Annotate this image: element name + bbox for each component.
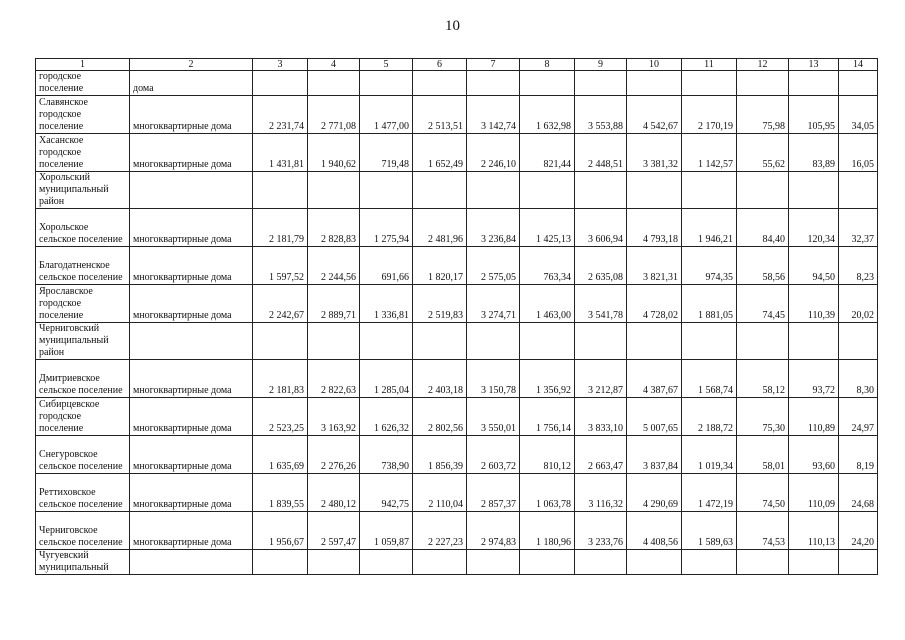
value-cell: 74,53 [737,512,789,550]
table-row [36,550,878,575]
value-cell: 1 839,55 [253,474,308,512]
value-cell: 1 597,52 [253,247,308,285]
value-cell: 1 632,98 [520,96,575,134]
value-cell: 1 142,57 [682,134,737,172]
value-cell: 2 974,83 [467,512,520,550]
value-cell: 3 833,10 [575,398,627,436]
value-cell: 8,23 [839,247,878,285]
value-cell: 1 425,13 [520,209,575,247]
value-cell [308,172,360,209]
value-cell [253,550,308,575]
column-header: 7 [467,59,520,71]
column-header: 3 [253,59,308,71]
value-cell [575,71,627,96]
value-cell: 2 170,19 [682,96,737,134]
value-cell: 2 448,51 [575,134,627,172]
column-header: 4 [308,59,360,71]
value-cell: 2 242,67 [253,285,308,323]
value-cell: 8,30 [839,360,878,398]
value-cell: 1 652,49 [413,134,467,172]
value-cell: 2 519,83 [413,285,467,323]
value-cell: 821,44 [520,134,575,172]
value-cell [253,323,308,360]
value-cell [360,71,413,96]
value-cell [575,172,627,209]
value-cell [737,172,789,209]
value-cell: 2 246,10 [467,134,520,172]
value-cell [575,323,627,360]
table-row [36,172,878,209]
value-cell [627,172,682,209]
value-cell [520,550,575,575]
value-cell: 1 356,92 [520,360,575,398]
value-cell: 974,35 [682,247,737,285]
value-cell: 1 856,39 [413,436,467,474]
settlement-name-cell: Дмитриевское сельское поселение [36,360,130,398]
value-cell: 93,60 [789,436,839,474]
table-row [36,360,878,398]
header-row [36,59,878,71]
value-cell [253,172,308,209]
housing-type-cell: многоквартирные дома [130,96,253,134]
value-cell: 3 553,88 [575,96,627,134]
value-cell [682,550,737,575]
value-cell: 75,98 [737,96,789,134]
value-cell: 55,62 [737,134,789,172]
value-cell: 1 336,81 [360,285,413,323]
value-cell [737,550,789,575]
value-cell [627,550,682,575]
value-cell [520,172,575,209]
value-cell [839,550,878,575]
value-cell: 719,48 [360,134,413,172]
table-row [36,134,878,172]
value-cell: 691,66 [360,247,413,285]
value-cell: 1 477,00 [360,96,413,134]
column-header: 12 [737,59,789,71]
value-cell: 3 837,84 [627,436,682,474]
housing-type-cell: многоквартирные дома [130,474,253,512]
value-cell: 1 881,05 [682,285,737,323]
value-cell [575,550,627,575]
value-cell [308,550,360,575]
value-cell [413,71,467,96]
settlement-name-cell: городское поселение [36,71,130,96]
data-table [35,58,878,575]
value-cell [839,172,878,209]
value-cell: 83,89 [789,134,839,172]
value-cell: 942,75 [360,474,413,512]
value-cell: 1 940,62 [308,134,360,172]
value-cell [682,172,737,209]
value-cell: 3 606,94 [575,209,627,247]
value-cell: 2 822,63 [308,360,360,398]
value-cell: 2 513,51 [413,96,467,134]
value-cell: 1 063,78 [520,474,575,512]
value-cell: 3 381,32 [627,134,682,172]
value-cell: 20,02 [839,285,878,323]
value-cell [839,71,878,96]
value-cell: 24,20 [839,512,878,550]
settlement-name-cell: Ярославское городское поселение [36,285,130,323]
value-cell: 8,19 [839,436,878,474]
table-row [36,209,878,247]
column-header: 6 [413,59,467,71]
settlement-name-cell: Благодатненское сельское поселение [36,247,130,285]
value-cell [520,71,575,96]
table-row [36,247,878,285]
value-cell [467,323,520,360]
value-cell: 1 472,19 [682,474,737,512]
table-row [36,285,878,323]
value-cell: 1 275,94 [360,209,413,247]
value-cell: 1 956,67 [253,512,308,550]
column-header: 1 [36,59,130,71]
housing-type-cell: многоквартирные дома [130,436,253,474]
value-cell [360,323,413,360]
value-cell [467,71,520,96]
value-cell: 2 244,56 [308,247,360,285]
value-cell [467,172,520,209]
value-cell [627,323,682,360]
settlement-name-cell: Сибирцевское городское поселение [36,398,130,436]
value-cell: 1 568,74 [682,360,737,398]
value-cell: 1 019,34 [682,436,737,474]
value-cell: 110,13 [789,512,839,550]
table-row [36,436,878,474]
value-cell [737,71,789,96]
value-cell [789,172,839,209]
column-header: 10 [627,59,682,71]
value-cell: 2 231,74 [253,96,308,134]
value-cell [737,323,789,360]
value-cell: 2 181,83 [253,360,308,398]
value-cell: 110,09 [789,474,839,512]
value-cell: 58,01 [737,436,789,474]
value-cell [627,71,682,96]
value-cell: 110,39 [789,285,839,323]
settlement-name-cell: Чугуевский муниципальный [36,550,130,575]
column-header: 2 [130,59,253,71]
settlement-name-cell: Черниговский муниципальный район [36,323,130,360]
value-cell: 2 227,23 [413,512,467,550]
value-cell: 2 857,37 [467,474,520,512]
value-cell: 1 589,63 [682,512,737,550]
value-cell: 1 059,87 [360,512,413,550]
value-cell: 2 603,72 [467,436,520,474]
column-header: 9 [575,59,627,71]
value-cell: 74,50 [737,474,789,512]
value-cell: 16,05 [839,134,878,172]
value-cell: 94,50 [789,247,839,285]
value-cell: 5 007,65 [627,398,682,436]
value-cell [360,172,413,209]
value-cell: 2 110,04 [413,474,467,512]
housing-type-cell: многоквартирные дома [130,398,253,436]
value-cell: 3 150,78 [467,360,520,398]
housing-type-cell: многоквартирные дома [130,285,253,323]
value-cell: 3 163,92 [308,398,360,436]
table-row [36,323,878,360]
value-cell [839,323,878,360]
housing-type-cell: многоквартирные дома [130,512,253,550]
housing-type-cell: многоквартирные дома [130,360,253,398]
value-cell: 4 290,69 [627,474,682,512]
value-cell: 24,68 [839,474,878,512]
value-cell: 1 756,14 [520,398,575,436]
value-cell [253,71,308,96]
value-cell: 3 550,01 [467,398,520,436]
value-cell [789,71,839,96]
table-row [36,474,878,512]
value-cell: 2 575,05 [467,247,520,285]
table-row [36,398,878,436]
value-cell: 4 542,67 [627,96,682,134]
value-cell: 4 793,18 [627,209,682,247]
settlement-name-cell: Хорольский муниципальный район [36,172,130,209]
value-cell: 3 821,31 [627,247,682,285]
value-cell: 4 728,02 [627,285,682,323]
settlement-name-cell: Хорольское сельское поселение [36,209,130,247]
value-cell [682,323,737,360]
value-cell: 2 188,72 [682,398,737,436]
value-cell [467,550,520,575]
column-header: 8 [520,59,575,71]
housing-type-cell: многоквартирные дома [130,209,253,247]
value-cell: 2 403,18 [413,360,467,398]
value-cell: 105,95 [789,96,839,134]
settlement-name-cell: Черниговское сельское поселение [36,512,130,550]
value-cell [413,550,467,575]
value-cell: 3 116,32 [575,474,627,512]
value-cell: 738,90 [360,436,413,474]
value-cell: 34,05 [839,96,878,134]
value-cell: 2 276,26 [308,436,360,474]
page-number: 10 [445,18,460,34]
value-cell: 120,34 [789,209,839,247]
value-cell: 93,72 [789,360,839,398]
value-cell: 1 946,21 [682,209,737,247]
value-cell [360,550,413,575]
value-cell: 2 828,83 [308,209,360,247]
housing-type-cell [130,323,253,360]
value-cell: 3 142,74 [467,96,520,134]
housing-type-cell: многоквартирные дома [130,134,253,172]
value-cell: 2 889,71 [308,285,360,323]
value-cell: 4 408,56 [627,512,682,550]
column-header: 5 [360,59,413,71]
table-body [36,71,878,575]
value-cell: 2 181,79 [253,209,308,247]
value-cell [413,323,467,360]
value-cell: 2 597,47 [308,512,360,550]
value-cell: 1 431,81 [253,134,308,172]
housing-type-cell: многоквартирные дома [130,247,253,285]
housing-type-cell [130,550,253,575]
column-header: 14 [839,59,878,71]
settlement-name-cell: Реттиховское сельское поселение [36,474,130,512]
value-cell: 763,34 [520,247,575,285]
value-cell: 1 626,32 [360,398,413,436]
value-cell [308,323,360,360]
value-cell: 3 274,71 [467,285,520,323]
value-cell: 1 820,17 [413,247,467,285]
value-cell: 4 387,67 [627,360,682,398]
value-cell: 2 480,12 [308,474,360,512]
value-cell: 24,97 [839,398,878,436]
value-cell: 2 802,56 [413,398,467,436]
column-header: 11 [682,59,737,71]
value-cell: 3 236,84 [467,209,520,247]
value-cell: 810,12 [520,436,575,474]
value-cell [413,172,467,209]
housing-type-cell [130,172,253,209]
value-cell: 2 771,08 [308,96,360,134]
settlement-name-cell: Снегуровское сельское поселение [36,436,130,474]
value-cell [789,323,839,360]
value-cell: 74,45 [737,285,789,323]
table-row [36,71,878,96]
value-cell: 2 523,25 [253,398,308,436]
value-cell: 3 541,78 [575,285,627,323]
value-cell: 84,40 [737,209,789,247]
value-cell: 32,37 [839,209,878,247]
value-cell [789,550,839,575]
value-cell: 3 212,87 [575,360,627,398]
value-cell: 58,12 [737,360,789,398]
table-row [36,96,878,134]
settlement-name-cell: Хасанское городское поселение [36,134,130,172]
value-cell: 58,56 [737,247,789,285]
value-cell [682,71,737,96]
value-cell: 1 635,69 [253,436,308,474]
housing-type-cell: дома [130,71,253,96]
settlement-name-cell: Славянское городское поселение [36,96,130,134]
value-cell: 1 180,96 [520,512,575,550]
value-cell: 1 463,00 [520,285,575,323]
value-cell [520,323,575,360]
value-cell: 1 285,04 [360,360,413,398]
value-cell: 2 663,47 [575,436,627,474]
column-header: 13 [789,59,839,71]
value-cell: 3 233,76 [575,512,627,550]
value-cell: 2 481,96 [413,209,467,247]
value-cell [308,71,360,96]
value-cell: 2 635,08 [575,247,627,285]
value-cell: 75,30 [737,398,789,436]
value-cell: 110,89 [789,398,839,436]
table-row [36,512,878,550]
